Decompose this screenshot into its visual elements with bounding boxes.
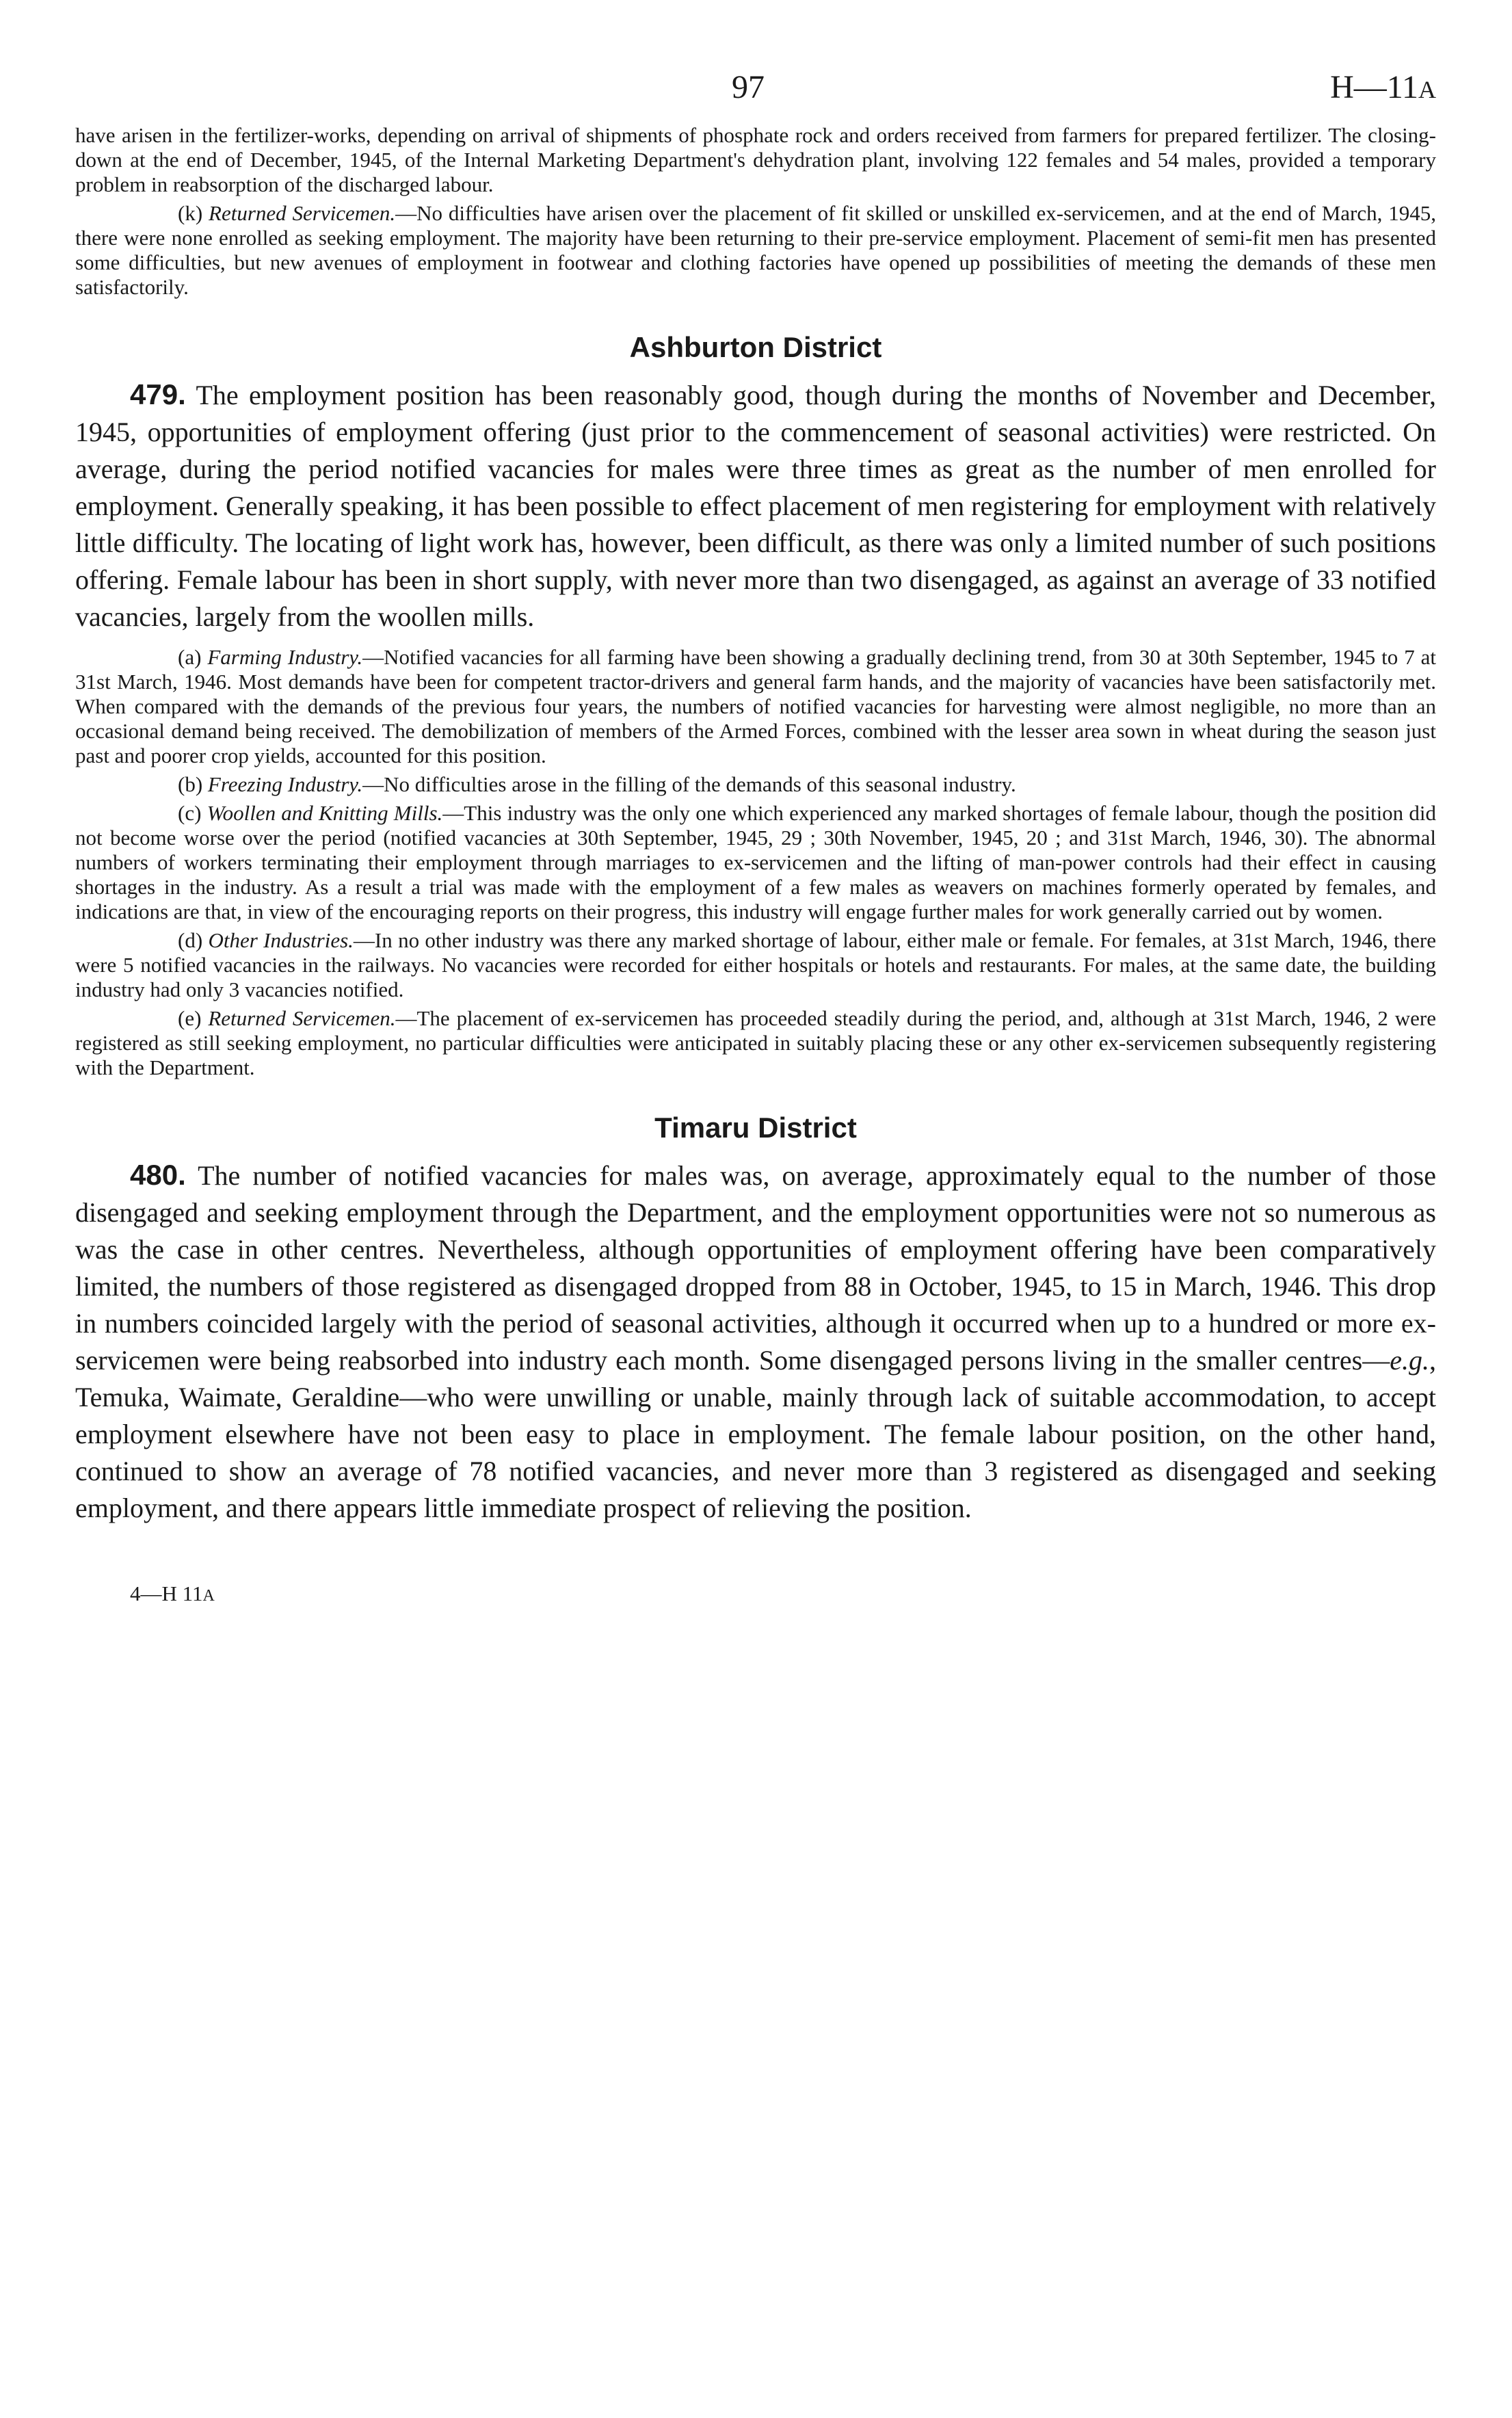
item-label: (b) xyxy=(178,772,203,796)
item-label: (d) xyxy=(178,928,203,952)
paragraph-number: 479. xyxy=(130,378,186,410)
signature-mark xyxy=(75,1581,1436,1606)
item-text: —No difficulties arose in the filling of the demands of this seasonal industry. xyxy=(362,772,1016,796)
item-title: Farming Industry. xyxy=(207,645,363,669)
signature-suffix: A xyxy=(202,1587,215,1605)
document-code-prefix: H—11 xyxy=(1330,69,1418,105)
item-title: Other Industries. xyxy=(208,928,354,952)
item-text: —The placement of ex-servicemen has proceeded steadily during the period, and, although at 31st March, 1946, 2 were registered as still seeking employment, no particular difficulties were anticipated in suitably placing these or any other ex-servicemen subsequently registering with the Department. xyxy=(75,1006,1436,1079)
ashburton-item-c xyxy=(75,801,1436,924)
section-heading-timaru: Timaru District xyxy=(654,1112,857,1144)
ashburton-item-a xyxy=(75,645,1436,768)
item-text: —No difficulties have arisen over the placement of fit skilled or unskilled ex-servicemen, and at the end of March, 1945, there were none enrolled as seeking employment. The majority have been returning to their pre-service employment. Placement of semi-fit men has presented some difficulties, but new avenues of employment in footwear and clothing factories have opened up possibilities of meeting the demands of these men satisfactorily. xyxy=(75,201,1437,299)
section-heading-ashburton: Ashburton District xyxy=(629,331,882,363)
document-code-suffix: A xyxy=(1418,76,1436,103)
paragraph-eg: e.g. xyxy=(1390,1345,1429,1376)
item-title: Freezing Industry. xyxy=(207,772,363,796)
item-label: (a) xyxy=(178,645,202,669)
item-title: Returned Servicemen. xyxy=(209,201,396,225)
item-label: (k) xyxy=(178,201,203,225)
paragraph-text-part-1: The number of notified vacancies for males was, on average, approximately equal to the number of those disengaged and seeking employment through the Department, and the employment opportunities were not so numerous as was the case in other centres. Nevertheless, although opportunities of employment offering have been comparatively limited, the numbers of those registered as disengaged dropped from 88 in October, 1945, to 15 in March, 1946. This drop in numbers coincided largely with the period of seasonal activities, although it occurred when up to a hundred or more ex-servicemen were being reabsorbed into industry each month. Some disengaged persons living in the smaller centres— xyxy=(75,1160,1436,1376)
ashburton-item-e xyxy=(75,1006,1436,1080)
ashburton-item-b xyxy=(75,772,1436,797)
continuation-paragraph: have arisen in the fertilizer-works, depending on arrival of shipments of phosphate rock and orders received from farmers for prepared fertilizer. The closing-down at the end of December, 1945, of the Internal Marketing Department's dehydration plant, involving 122 females and 54 males, provided a temporary problem in reabsorption of the discharged labour. xyxy=(75,123,1436,196)
paragraph-479 xyxy=(75,376,1436,635)
paragraph-480 xyxy=(75,1157,1436,1527)
item-text: —Notified vacancies for all farming have been showing a gradually declining trend, from 30 at 30th September, 1945 to 7 at 31st March, 1946. Most demands have been for competent tractor-drivers and general farm hands, and the majority of vacancies have been satisfactorily met. When compared with the demands of the previous four years, the numbers of notified vacancies for harvesting were almost negligible, no more than an occasional demand being received. The demobilization of members of the Armed Forces, combined with the lesser area sown in wheat during the season just past and poorer crop yields, accounted for this position. xyxy=(75,645,1436,767)
paragraph-number: 480. xyxy=(130,1159,186,1191)
item-title: Woollen and Knitting Mills. xyxy=(207,801,443,825)
item-title: Returned Servicemen. xyxy=(208,1006,396,1030)
item-text: —This industry was the only one which experienced any marked shortages of female labour, though the position did not become worse over the period (notified vacancies at 30th September, 1945, 29 ; 30th November, 1945, 20 ; and 31st March, 1946, 30). The abnormal numbers of workers terminating their employment through marriages to ex-servicemen and the lifting of man-power controls had their effect in causing shortages in the industry. As a result a trial was made with the employment of a few males as weavers on machines formerly operated by females, and indications are that, in view of the encouraging reports on their progress, this industry will engage further males for work generally carried out by women. xyxy=(75,801,1436,923)
document-page xyxy=(75,68,1436,1606)
item-label: (e) xyxy=(178,1006,202,1030)
paragraph-text-part-2: , Temuka, Waimate, Geraldine—who were unwilling or unable, mainly through lack of suitable accommodation, to accept employment elsewhere have not been easy to place in employment. The female labour position, on the other hand, continued to show an average of 78 notified vacancies, and never more than 3 registered as disengaged and seeking employment, and there appears little immediate prospect of relieving the position. xyxy=(75,1345,1436,1523)
page-header xyxy=(75,68,1436,123)
paragraph-text: The employment position has been reasonably good, though during the months of November and December, 1945, opportunities of employment offering (just prior to the commencement of seasonal activities) were restricted. On average, during the period notified vacancies for males were three times as great as the number of men enrolled for employment. Generally speaking, it has been possible to effect placement of men registering for employment with relatively little difficulty. The locating of light work has, however, been difficult, as there was only a limited number of such positions offering. Female labour has been in short supply, with never more than two disengaged, as against an average of 33 notified vacancies, largely from the woollen mills. xyxy=(75,380,1436,632)
page-number: 97 xyxy=(732,69,765,105)
item-text: —In no other industry was there any marked shortage of labour, either male or female. For females, at 31st March, 1946, there were 5 notified vacancies in the railways. No vacancies were recorded for either hospitals or hotels and restaurants. For males, at the same date, the building industry had only 3 vacancies notified. xyxy=(75,928,1436,1001)
document-code xyxy=(1330,68,1436,106)
signature-prefix: 4—H 11 xyxy=(130,1581,203,1605)
item-label: (c) xyxy=(178,801,202,825)
ashburton-item-d xyxy=(75,928,1436,1002)
intro-item-k xyxy=(75,201,1436,300)
